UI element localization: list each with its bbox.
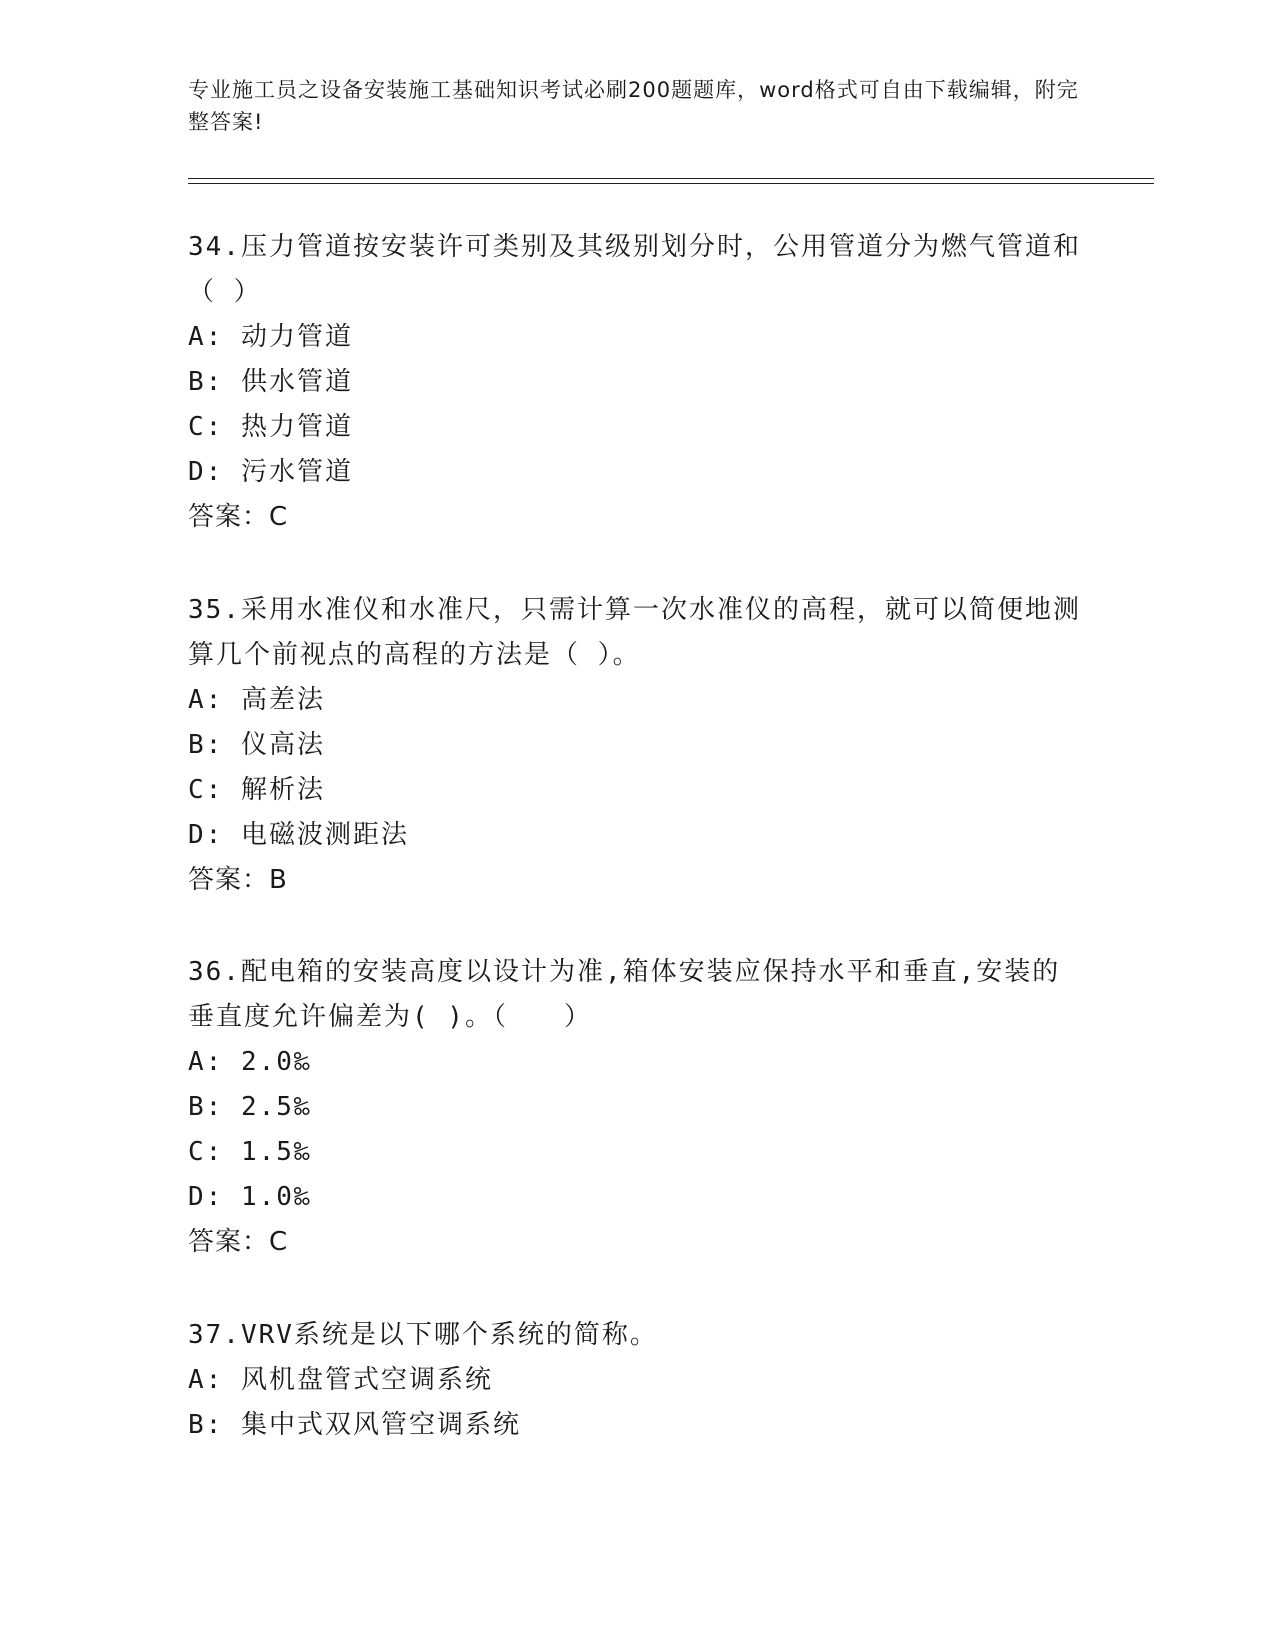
option-b: B: 2.5‰ bbox=[188, 1092, 312, 1122]
header-divider-bottom bbox=[188, 183, 1154, 184]
option-d: D: 污水管道 bbox=[188, 457, 353, 487]
option-b: B: 仪高法 bbox=[188, 730, 325, 760]
question-34 bbox=[188, 225, 1088, 540]
question-stem: 36.配电箱的安装高度以设计为准,箱体安装应保持水平和垂直,安装的垂直度允许偏差为( )。（ ） bbox=[188, 957, 1061, 1032]
option-c: C: 热力管道 bbox=[188, 412, 353, 442]
question-stem: 37.VRV系统是以下哪个系统的简称。 bbox=[188, 1320, 658, 1350]
question-stem: 34.压力管道按安装许可类别及其级别划分时，公用管道分为燃气管道和（ ） bbox=[188, 232, 1081, 307]
option-a: A: 动力管道 bbox=[188, 322, 353, 352]
answer: 答案：C bbox=[188, 502, 289, 532]
option-a: A: 风机盘管式空调系统 bbox=[188, 1365, 493, 1395]
option-a: A: 2.0‰ bbox=[188, 1047, 312, 1077]
option-a: A: 高差法 bbox=[188, 685, 325, 715]
option-c: C: 解析法 bbox=[188, 775, 325, 805]
question-37 bbox=[188, 1313, 1088, 1448]
option-c: C: 1.5‰ bbox=[188, 1137, 312, 1167]
option-d: D: 1.0‰ bbox=[188, 1182, 312, 1212]
option-b: B: 集中式双风管空调系统 bbox=[188, 1410, 521, 1440]
question-stem: 35.采用水准仪和水准尺，只需计算一次水准仪的高程，就可以简便地测算几个前视点的高程的方法是（ ）。 bbox=[188, 595, 1081, 670]
option-d: D: 电磁波测距法 bbox=[188, 820, 409, 850]
document-header-title: 专业施工员之设备安装施工基础知识考试必刷200题题库，word格式可自由下载编辑，附完整答案! bbox=[188, 78, 1079, 134]
header-divider-top bbox=[188, 178, 1154, 179]
question-36 bbox=[188, 950, 1088, 1265]
answer: 答案：C bbox=[188, 1227, 289, 1257]
question-35 bbox=[188, 588, 1088, 903]
answer: 答案：B bbox=[188, 865, 288, 895]
option-b: B: 供水管道 bbox=[188, 367, 353, 397]
